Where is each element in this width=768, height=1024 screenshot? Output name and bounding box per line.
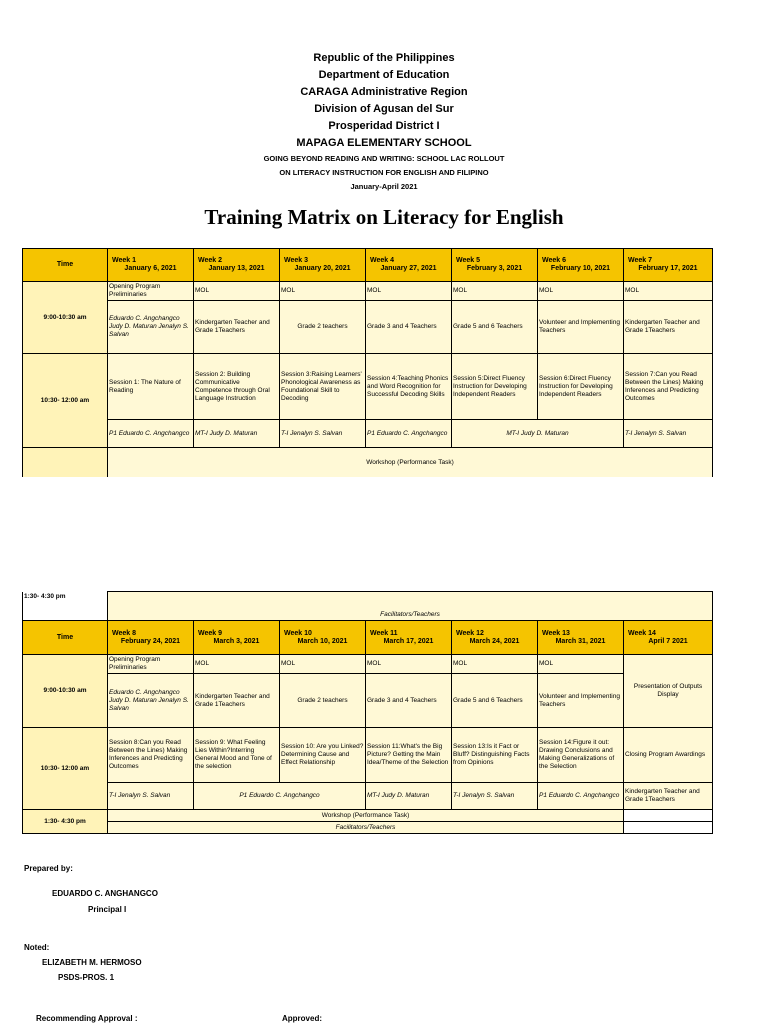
table-cell: MT-I Judy D. Maturan [366,783,452,810]
empty-cell [624,810,713,822]
prepared-by-label: Prepared by: [24,864,73,873]
table-cell: Kindergarten Teacher and Grade 1Teachers [194,301,280,354]
table-cell: Session 8:Can you Read Between the Lines) Making Inferences and Predicting Outcomes [108,728,194,783]
week-header: Week 8 February 24, 2021 [108,621,194,655]
facilitators-cell: Facilitators/Teachers [108,822,624,834]
table-cell: Opening Program Preliminaries [108,655,194,674]
table-cell: T-I Jenalyn S. Salvan [452,783,538,810]
table-cell: Eduardo C. Angchangco Judy D. Maturan Jenalyn S. Salvan [108,674,194,728]
prepared-by-title: Principal I [88,905,127,914]
table-row [23,592,713,621]
table-cell: Closing Program Awardings [624,728,713,783]
time-slot [23,448,108,478]
table-cell: MOL [538,655,624,674]
recommending-approval-label: Recommending Approval : [36,1014,138,1023]
facilitators-cell: Facilitators/Teachers [108,592,713,621]
table-row [23,810,713,822]
table-row [23,420,713,448]
week-header: Week 3 January 20, 2021 [280,249,366,282]
table-header-row [23,621,713,655]
table-cell: Opening Program Preliminaries [108,282,194,301]
table-cell: MOL [366,655,452,674]
time-slot: 9:00-10:30 am [23,282,108,354]
table-cell: T-I Jenalyn S. Salvan [280,420,366,448]
week-header: Week 1 January 6, 2021 [108,249,194,282]
week-header: Week 9 March 3, 2021 [194,621,280,655]
table-cell: Kindergarten Teacher and Grade 1Teachers [624,301,713,354]
table-cell: P1 Eduardo C. Angchangco [538,783,624,810]
table-row [23,728,713,783]
region-line: CARAGA Administrative Region [300,86,468,98]
noted-label: Noted: [24,943,50,952]
table-cell: Presentation of Outputs Display [624,655,713,728]
week-header: Week 11 March 17, 2021 [366,621,452,655]
table-header-row [23,249,713,282]
division-line: Division of Agusan del Sur [314,103,454,115]
table-cell: Session 5:Direct Fluency Instruction for Developing Independent Readers [452,354,538,420]
week-header: Week 12 March 24, 2021 [452,621,538,655]
table-cell: MOL [624,282,713,301]
republic-line: Republic of the Philippines [313,52,455,64]
table-cell: Grade 3 and 4 Teachers [366,301,452,354]
table-cell: Grade 2 teachers [280,674,366,728]
table-cell: MOL [366,282,452,301]
noted-title: PSDS-PROS. 1 [58,973,115,982]
district-line: Prosperidad District I [328,120,440,132]
table-cell: T-I Jenalyn S. Salvan [108,783,194,810]
table-cell: Kindergarten Teacher and Grade 1Teachers [194,674,280,728]
table-cell: Kindergarten Teacher and Grade 1Teachers [624,783,713,810]
approved-label: Approved: [282,1014,322,1023]
week-header: Week 5 February 3, 2021 [452,249,538,282]
table-cell: Volunteer and Implementing Teachers [538,301,624,354]
page-title: Training Matrix on Literacy for English [204,205,564,229]
time-slot: 1:30- 4:30 pm [23,592,108,621]
table-cell: Grade 3 and 4 Teachers [366,674,452,728]
table-row [23,674,713,728]
table-cell: Session 2: Building Communicative Competence through Oral Language Instruction [194,354,280,420]
training-matrix-table-2 [22,591,713,834]
noted-name: ELIZABETH M. HERMOSO [42,958,142,967]
week-header: Week 13 March 31, 2021 [538,621,624,655]
table-row [23,301,713,354]
table-cell: Session 6:Direct Fluency Instruction for Developing Independent Readers [538,354,624,420]
week-header: Week 2 January 13, 2021 [194,249,280,282]
table-row [23,655,713,674]
table-row [23,783,713,810]
workshop-cell: Workshop (Performance Task) [108,448,713,478]
school-line: MAPAGA ELEMENTARY SCHOOL [296,137,472,149]
time-slot: 1:30- 4:30 pm [23,810,108,834]
table-row [23,822,713,834]
table-cell: MOL [452,655,538,674]
table-cell: Session 4:Teaching Phonics and Word Recognition for Successful Decoding Skills [366,354,452,420]
week-header: Week 4 January 27, 2021 [366,249,452,282]
empty-cell [624,822,713,834]
table-cell: MOL [452,282,538,301]
table-cell: MOL [194,655,280,674]
table-cell: Session 10: Are you Linked? Determining Cause and Effect Relationship [280,728,366,783]
department-line: Department of Education [318,69,450,81]
prepared-by-name: EDUARDO C. ANGHANGCO [52,889,158,898]
page-break-gap [0,477,768,589]
week-header: Week 10 March 10, 2021 [280,621,366,655]
workshop-cell: Workshop (Performance Task) [108,810,624,822]
table-cell: Eduardo C. Angchangco Judy D. Maturan Jenalyn S. Salvan [108,301,194,354]
table-cell: MT-I Judy D. Maturan [452,420,624,448]
table-cell: Grade 5 and 6 Teachers [452,301,538,354]
time-slot: 10:30- 12:00 am [23,354,108,448]
time-slot: 10:30- 12:00 am [23,728,108,810]
table-cell: Grade 2 teachers [280,301,366,354]
table-cell: MOL [538,282,624,301]
time-header: Time [23,249,108,282]
table-cell: T-I Jenalyn S. Salvan [624,420,713,448]
week-header: Week 7 February 17, 2021 [624,249,713,282]
week-header: Week 14 April 7 2021 [624,621,713,655]
week-header: Week 6 February 10, 2021 [538,249,624,282]
table-cell: Session 13:Is it Fact or Bluff? Distinguishing Facts from Opinions [452,728,538,783]
table-cell: P1 Eduardo C. Angchangco [366,420,452,448]
table-cell: P1 Eduardo C. Angchangco [108,420,194,448]
subtitle-line-1: GOING BEYOND READING AND WRITING: SCHOOL LAC ROLLOUT [263,154,505,163]
table-cell: MT-I Judy D. Maturan [194,420,280,448]
table-row [23,448,713,478]
table-row [23,282,713,301]
table-cell: Volunteer and Implementing Teachers [538,674,624,728]
table-cell: Session 1: The Nature of Reading [108,354,194,420]
table-cell: MOL [194,282,280,301]
table-row [23,354,713,420]
table-cell: Grade 5 and 6 Teachers [452,674,538,728]
time-header: Time [23,621,108,655]
time-slot: 9:00-10:30 am [23,655,108,728]
table-cell: P1 Eduardo C. Angchangco [194,783,366,810]
table-cell: Session 11:What's the Big Picture? Getting the Main Idea/Theme of the Selection [366,728,452,783]
subtitle-line-2: ON LITERACY INSTRUCTION FOR ENGLISH AND FILIPINO [279,168,489,177]
table-cell: Session 14:Figure it out: Drawing Conclusions and Making Generalizations of the Selection [538,728,624,783]
table-cell: MOL [280,655,366,674]
table-cell: Session 9: What Feeling Lies Within?Interring General Mood and Tone of the selection [194,728,280,783]
table-cell: MOL [280,282,366,301]
training-matrix-table-1 [22,248,713,478]
period-line: January-April 2021 [350,182,418,191]
table-cell: Session 3:Raising Learners' Phonological Awareness as Foundational Skill to Decoding [280,354,366,420]
table-cell: Session 7:Can you Read Between the Lines) Making Inferences and Predicting Outcomes [624,354,713,420]
